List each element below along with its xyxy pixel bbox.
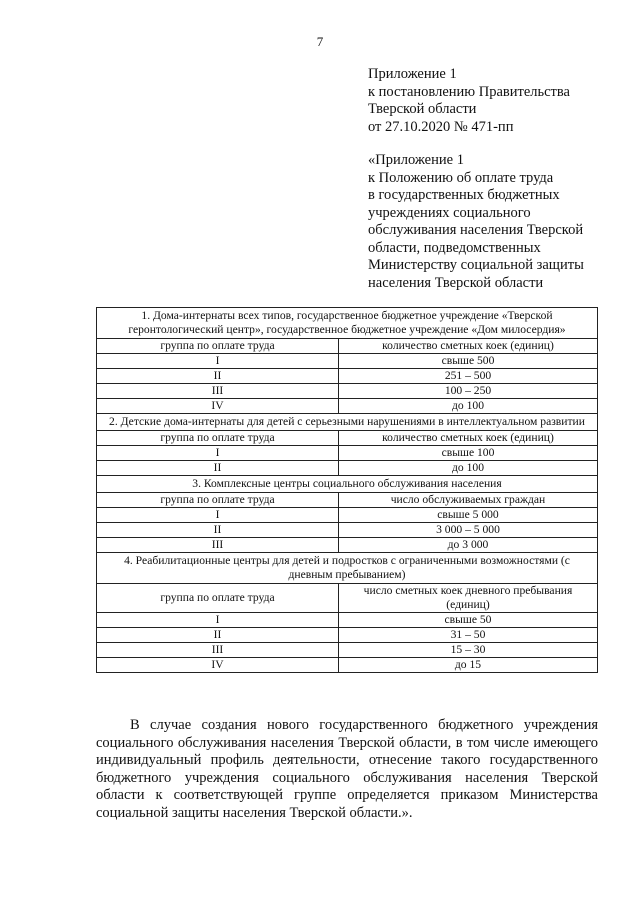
section-title: 3. Комплексные центры социального обслуживания населения <box>97 476 598 493</box>
appendix-sub-line: в государственных бюджетных <box>368 187 560 203</box>
value-cell: свыше 500 <box>339 354 598 369</box>
value-cell: до 100 <box>339 461 598 476</box>
column-header-value: число сметных коек дневного пребывания (единиц) <box>339 584 598 613</box>
value-cell: до 3 000 <box>339 538 598 553</box>
page-number: 7 <box>316 34 324 49</box>
appendix-sub-line: учреждениях социального <box>368 204 531 221</box>
appendix-header-line: к постановлению Правительства <box>368 83 570 100</box>
appendix-sub-line: обслуживания населения Тверской <box>368 222 584 238</box>
appendix-sub-line: к Положению об оплате труда <box>368 169 554 186</box>
appendix-sub-line: населения Тверской области <box>368 274 544 291</box>
group-cell: IV <box>97 399 339 414</box>
appendix-header-line: Приложение 1 <box>368 66 457 82</box>
group-cell: I <box>97 354 339 369</box>
value-cell: 100 – 250 <box>339 384 598 399</box>
appendix-header-line: от 27.10.2020 № 471-пп <box>368 118 514 135</box>
column-header-value: количество сметных коек (единиц) <box>339 431 598 446</box>
group-cell: IV <box>97 658 339 673</box>
column-header-group: группа по оплате труда <box>97 584 339 613</box>
section-title: 4. Реабилитационные центры для детей и подростков с ограниченными возможностями (с дневным пребыванием) <box>97 553 598 584</box>
column-header-group: группа по оплате труда <box>97 339 339 354</box>
appendix-header <box>368 66 618 136</box>
appendix-subheader <box>368 152 618 292</box>
section-title: 2. Детские дома-интернаты для детей с серьезными нарушениями в интеллектуальном развитии <box>97 414 598 431</box>
group-cell: I <box>97 508 339 523</box>
group-cell: II <box>97 369 339 384</box>
closing-paragraph <box>96 717 598 823</box>
appendix-sub-line: «Приложение 1 <box>368 152 464 168</box>
group-cell: II <box>97 523 339 538</box>
group-cell: I <box>97 446 339 461</box>
value-cell: 251 – 500 <box>339 369 598 384</box>
value-cell: 3 000 – 5 000 <box>339 523 598 538</box>
appendix-sub-line: области, подведомственных <box>368 239 541 256</box>
value-cell: до 100 <box>339 399 598 414</box>
value-cell: свыше 5 000 <box>339 508 598 523</box>
appendix-header-line: Тверской области <box>368 101 477 117</box>
group-cell: II <box>97 628 339 643</box>
column-header-group: группа по оплате труда <box>97 493 339 508</box>
value-cell: 31 – 50 <box>339 628 598 643</box>
value-cell: до 15 <box>339 658 598 673</box>
group-cell: I <box>97 613 339 628</box>
group-cell: II <box>97 461 339 476</box>
group-cell: III <box>97 538 339 553</box>
group-cell: III <box>97 643 339 658</box>
value-cell: свыше 100 <box>339 446 598 461</box>
wage-group-table <box>96 307 598 673</box>
value-cell: свыше 50 <box>339 613 598 628</box>
group-cell: III <box>97 384 339 399</box>
column-header-value: количество сметных коек (единиц) <box>339 339 598 354</box>
column-header-value: число обслуживаемых граждан <box>339 493 598 508</box>
column-header-group: группа по оплате труда <box>97 431 339 446</box>
section-title: 1. Дома-интернаты всех типов, государственное бюджетное учреждение «Тверской геронтологический центр», государственное бюджетное учреждение «Дом милосердия» <box>97 308 598 339</box>
appendix-sub-line: Министерству социальной защиты <box>368 257 584 273</box>
value-cell: 15 – 30 <box>339 643 598 658</box>
closing-text: В случае создания нового государственного бюджетного учреждения социального обслуживания населения Тверской области, в том числе имеющего индивидуальный профиль деятельности, отнесение такого государственного бюджетного учреждения социального обслуживания населения Тверской области к соответствующей группе определяется приказом Министерства социальной защиты населения Тверской области.». <box>96 717 598 821</box>
